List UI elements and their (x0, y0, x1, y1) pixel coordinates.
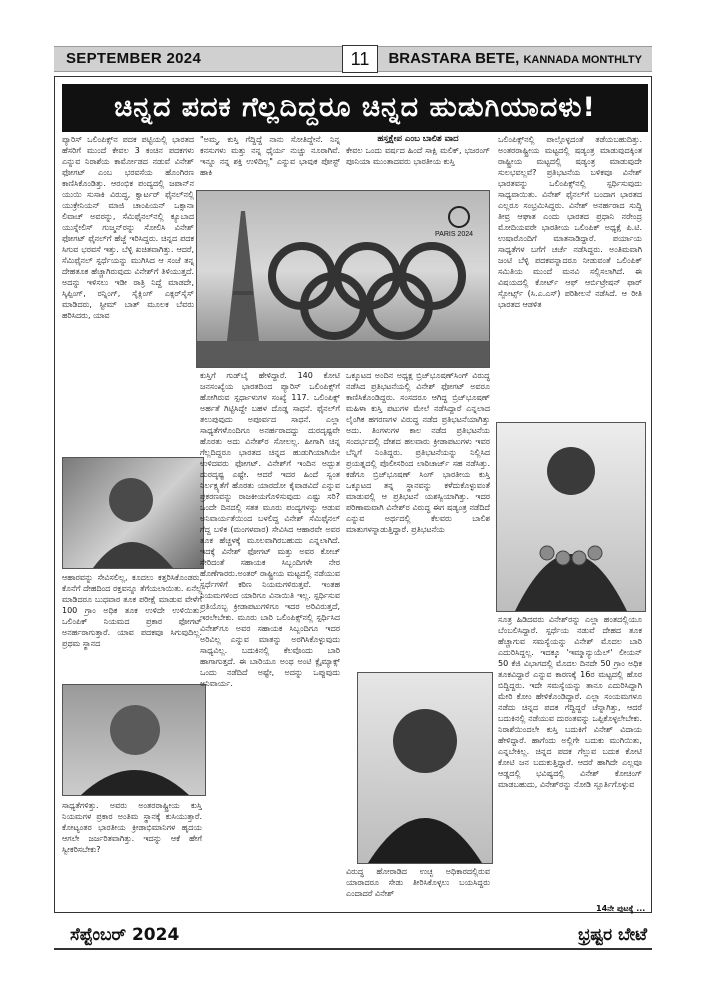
column-text: ಒಲಿಂಪಿಕ್ಸ್‌ನಲ್ಲಿ ಪಾಲ್ಗೊಳ್ಳದಂತೆ ತಡೆಯಬಹುದಿತ್ತು. ಅಂತರರಾಷ್ಟ್ರೀಯ ಮಟ್ಟದಲ್ಲಿ ಷಡ್ಯಂತ್ರ ಮಾಡುವುದಕ್ಕಿಂತ ರಾಷ್ಟ್ರೀಯ ಮಟ್ಟದಲ್ಲಿ ಷಡ್ಯಂತ್ರ ಮಾಡುವುದೇ ಸುಲಭವಲ್ಲವೆ? ಪ್ರತಿಭಟನೆಯ ಬಳಿಕವೂ ವಿನೇಶ್ ಭಾರತವನ್ನು ಒಲಿಂಪಿಕ್ಸ್‌ನಲ್ಲಿ ಸ್ಪರ್ಧಿಸುವುದು ಸಾಧ್ಯವಾಯಿತು. ವಿನೇಶ್ ಫೈನಲ್‌ಗೆ ಬಂದಾಗ ಭಾರತದ ಎಲ್ಲರೂ ಸಂಭ್ರಮಿಸಿದ್ದರು. ವಿನೇಶ್ ಅನರ್ಹರಾದ ಸುದ್ದಿ ತೀವ್ರ ಆಘಾತ ಎಂದು ಭಾರತದ ಪ್ರಧಾನಿ ನರೇಂದ್ರ ಮೋದಿಯವರೇ ಭಾರತೀಯ ಒಲಿಂಪಿಕ್ ಅಧ್ಯಕ್ಷೆ ಪಿ.ಟಿ. ಉಷಾರೊಂದಿಗೆ ಮಾತನಾಡಿದ್ದಾರೆ. ಪರ್ಯಾಯ ಸಾಧ್ಯತೆಗಳ ಬಗೆಗೆ ಚರ್ಚೆ ನಡೆಸಿದ್ದರು. ಅಂತಿಮವಾಗಿ ಜಂಟಿ ಬೆಳ್ಳಿ ಪದಕವನ್ನಾದರೂ ನೀಡುವಂತೆ ಒಲಿಂಪಿಕ್ ಸಮಿತಿಯ ಮುಂದೆ ಮನವಿ ಸಲ್ಲಿಸಲಾಗಿದೆ. ಈ ವಿಷಯದಲ್ಲಿ ಕೋರ್ಟ್ ಆಫ್ ಆರ್ಬಿಟ್ರೇಷನ್ ಫಾರ್ ಸ್ಪೋರ್ಟ್ಸ್ (ಸಿ.ಎ.ಎಸ್) ಪರಿಶೀಲನೆ ನಡೆಸಿದೆ. ಆ ರೀತಿ ಭಾರತದ ಆಡಳಿತ (498, 135, 642, 309)
column-3-subheading: ಹಸ್ತಕ್ಷೇಪ ಎಂಬ ಬಾಲಿಶ ವಾದ (377, 134, 459, 144)
column-text: ಸೂತ್ರ ಹಿಡಿದವರು ವಿನೇಶ್‌ರನ್ನು ಎಲ್ಲಾ ಹಂತದಲ್ಲಿಯೂ ಬೆಂಬಲಿಸಿದ್ದಾರೆ. ಸ್ಪರ್ಧೆಯ ನಡುವೆ ದೇಹದ ತೂಕ ಹೆಚ್ಚಾಗುವ ಸಮಸ್ಯೆಯನ್ನು ವಿನೇಶ್ ಮೊದಲ ಬಾರಿ ಎದುರಿಸಿದ್ದಲ್ಲ. ಇದಕ್ಕೂ 'ಇಮ್ಮಾನ್ಯುಯೆಲ್' ಲೀಯನ್ 50 ಕೆಜಿ ವಿಭಾಗದಲ್ಲಿ ಮೊದಲ ದಿನದೇ 50 ಗ್ರಾಂ ಅಧಿಕ ತೂಕವಿದ್ದಾರೆ ಎನ್ನುವ ಕಾರಣಕ್ಕೆ 16ರ ಮಟ್ಟದಲ್ಲಿ ಹೊರ ಬಿದ್ದಿದ್ದರು. ಇದೇ ಸಮಸ್ಯೆಯನ್ನು ತಾನೂ ಎದುರಿಸಿದ್ದಾಗಿ ಮೇರಿ ಕೋಂ ಹೇಳಿಕೊಂಡಿದ್ದಾರೆ. ಎಲ್ಲಾ ಸಂಯಮಗಳೂ ನಡೆದು ಚಿನ್ನದ ಪದಕ ಗೆದ್ದಿದ್ದರೆ ಚೆನ್ನಾಗಿತ್ತು, ಆದರೆ ಬದುಕಿನಲ್ಲಿ ನಡೆಯುವ ದುರಂತವನ್ನು ಒಪ್ಪಿಕೊಳ್ಳಲೇಬೇಕು. ನಿರಾಶೆಯಿಂದಲೇ ಕುಸ್ತಿ ಬದುಕಿಗೆ ವಿನೇಶ್ ವಿದಾಯ ಹೇಳಿದ್ದಾರೆ. ಹಾಗೆಂದು ಅಲ್ಲಿಗೇ ಬದುಕು ಮುಗಿಯಿತು, ಎನ್ನಬೇಕಿಲ್ಲ. ಚಿನ್ನದ ಪದಕ ಗೆಲ್ಲುವ ಬದುಕ ಕೋಟಿ ಕೋಟಿ ಜನ ಬದುಕುತ್ತಿದ್ದಾರೆ. ಆದರೆ ಹಾಗಿದೇ ಎಲ್ಲವೂ ಆಡ್ಡದಲ್ಲಿ ಭವಿಷ್ಯದಲ್ಲಿ ವಿನೇಶ್ ಕೋಚಿಂಗ್ ಮಾಡಬಹುದು, ವಿನೇಶ್‌ರನ್ನು ನೋಡಿ ಸ್ಪೂರ್ತಿಗೊಳ್ಳುವ (498, 615, 642, 789)
person-photo-icon (63, 685, 205, 795)
paris-2024-logo-text: PARIS 2024 (435, 231, 474, 238)
column-text: ಕೇವಲ ಒಂದು ವರ್ಷದ ಹಿಂದೆ ಸಾಕ್ಷಿ ಮಲಿಕ್, ಭಜರಂಗ್ ಪೂನಿಯಾ ಮುಂತಾದವರು ಭಾರತೀಯ ಕುಸ್ತಿ (346, 146, 490, 166)
column-3-main (346, 370, 490, 668)
photo-brij-bhushan-singh (357, 672, 493, 864)
column-1-bottom (62, 800, 202, 900)
column-text: "ಅಮ್ಮ, ಕುಸ್ತಿ ಗೆದ್ದಿದ್ದೆ ನಾನು ಸೋತಿದ್ದೇನೆ. ನಿನ್ನ ಕನಸುಗಳು ಮತ್ತು ನನ್ನ ಧೈರ್ಯ ನುಚ್ಚು ನೂರಾಗಿವೆ. ಇನ್ನೂ ನನ್ನ ಶಕ್ತಿ ಉಳಿದಿಲ್ಲ" ಎನ್ನುವ ಭಾವುಕ ಪೋಸ್ಟ್ ಹಾಕಿ (200, 135, 340, 177)
header-publication: BRASTARA BETE, KANNADA MONTHLTY (388, 50, 642, 67)
page-header (54, 46, 652, 72)
headline: ಚಿನ್ನದ ಪದಕ ಗೆಲ್ಲದಿದ್ದರೂ ಚಿನ್ನದ ಹುಡುಗಿಯಾದಳು! (114, 92, 596, 123)
footer-date: ಸೆಪ್ಟೆಂಬರ್ 2024 (70, 925, 180, 945)
column-1-mid (62, 572, 202, 680)
column-text: ಆಹಾರವನ್ನು ಸೇವಿಸಲಿಲ್ಲ, ಕೂದಲು ಕತ್ತರಿಸಿಕೊಂಡರು, ಕೊನೆಗೆ ದೇಹದಿಂದ ರಕ್ತವನ್ನೂ ತೆಗೆಯಲಾಯಿತು. ಏನೆಲ್ಲ ಮಾಡಿದರೂ ಬುಧವಾರ ತೂಕ ಪರೀಕ್ಷೆ ಮಾಡುವ ವೇಳೆಗೆ 100 ಗ್ರಾಂ ಅಧಿಕ ತೂಕ ಉಳಿದೇ ಉಳಿಯಿತು. ಒಲಿಂಪಿಕ್ ನಿಯಮದ ಪ್ರಕಾರ ಫೋಗಟ್ ಅನರ್ಹರಾಗುತ್ತಾರೆ. ಯಾವ ಪದಕವೂ ಸಿಗುವುದಿಲ್ಲ. ಪ್ರಥಮ ಸ್ಥಾನದ (62, 573, 202, 648)
header-date: SEPTEMBER 2024 (66, 50, 202, 67)
eiffel-tower-olympic-rings-icon (197, 191, 489, 367)
person-photo-icon (63, 458, 203, 568)
page-number: 11 (342, 45, 378, 73)
photo-vinesh-phogat (62, 457, 204, 569)
column-text: ಪ್ಯಾರಿಸ್ ಒಲಿಂಪಿಕ್ಸ್‌ನ ಪದಕ ಪಟ್ಟಿಯಲ್ಲಿ ಭಾರತದ ಹೆಸರಿಗೆ ಮುಂದೆ ಕೇವಲ 3 ಕಂಚಿನ ಪದಕಗಳು ಎನ್ನುವ ನಿರಾಶೆಯ ಕಾರ್ಮೋಡದ ನಡುವೆ ವಿನೇಶ್ ಫೋಗಟ್ ಎಂಬ ಭರವಸೆಯ ಹೊಂಗಿರಣ ಕಾಣಿಸಿಕೊಂಡಿತ್ತು. ಆರಂಭಿಕ ಪಂದ್ಯದಲ್ಲಿ ಜಪಾನ್‌ನ ಯುಯಿ ಸುಸಾಕಿ ವಿರುದ್ಧ, ಕ್ವಾರ್ಟರ್ ಫೈನಲ್‌ನಲ್ಲಿ ಯುಕ್ರೇನಿಯನ್ ಮಾಜಿ ಚಾಂಪಿಯನ್ ಒಕ್ಸಾನಾ ಲಿವಾಚ್ ಅವರನ್ನು, ಸೆಮಿಫೈನಲ್‌ನಲ್ಲಿ ಕ್ಯೂಬಾದ ಯುಸ್ನೇಲಿಸ್ ಗುಜ್ಮನ್‌ರನ್ನು ಸೋಲಿಸಿ ವಿನೇಶ್ ಫೋಗಟ್ ಫೈನಲ್‌ಗೆ ಹೆಜ್ಜೆ ಇರಿಸಿದ್ದರು. ಚಿನ್ನದ ಪದಕ ಸಿಗುವ ಭರವಸೆ ಇತ್ತು. ಬೆಳ್ಳಿ ಖಚಿತವಾಗಿತ್ತು. ಆದರೆ, ಸೆಮಿಫೈನಲ್ ಸ್ಪರ್ಧೆಯನ್ನು ಮುಗಿಸಿದ ಆ ಸಂಜೆ ತನ್ನ ದೇಹತೂಕ ಹೆಚ್ಚಾಗಿರುವುದು ವಿನೇಶ್‌ಗೆ ತಿಳಿಯುತ್ತದೆ. ಅದನ್ನು ಇಳಿಸಲು ಇಡೀ ರಾತ್ರಿ ನಿದ್ದೆ ಮಾಡದೇ, ಸ್ಕಿಪ್ಪಿಂಗ್, ರನ್ನಿಂಗ್, ಸೈಕ್ಲಿಂಗ್ ಎಕ್ಸರ್‌ಸೈಸ್ ಮಾಡಿದರು, ಸ್ಟೀಮ್ ಬಾತ್ ಮೂಲಕ ಬೆವರು ಹರಿಸಿದರು, ಯಾವ (62, 135, 194, 320)
continued-note: 14ನೇ ಪುಟಕ್ಕೆ ... (596, 904, 646, 913)
column-text: ಸಾಧ್ಯತೆಗಳಿತ್ತು. ಅವರು ಅಂತರರಾಷ್ಟ್ರೀಯ ಕುಸ್ತಿ ನಿಯಮಗಳ ಪ್ರಕಾರ ಅಂತಿಮ ಸ್ಥಾನಕ್ಕೆ ಕುಸಿಯುತ್ತಾರೆ. ಕೋಟ್ಯಂತರ ಭಾರತೀಯ ಕ್ರೀಡಾಭಿಮಾನಿಗಳ ಹೃದಯ ಆಗಲೇ ಜರ್ಜರಿತವಾಗಿತ್ತು. ಇದನ್ನು ಆಕೆ ಹೇಗೆ ಸ್ವೀಕರಿಸಬೇಕು? (62, 801, 202, 854)
column-2-top (200, 134, 340, 186)
photo-rahul-gandhi (62, 684, 206, 796)
footer-publication: ಭ್ರಷ್ಟರ ಬೇಟೆ (577, 925, 647, 945)
person-with-medals-icon (497, 423, 645, 611)
photo-pt-usha (496, 422, 646, 612)
column-3-bottom (346, 866, 490, 900)
column-4-top (498, 134, 642, 418)
column-3-top (346, 134, 490, 186)
column-text: ವಿರುದ್ಧ ಹೋರಾಡಿದ ಉಚ್ಛ ಅಧಿಕಾರದಲ್ಲಿರುವ ಯಾರಾದರೂ ಸೇಡು ತೀರಿಸಿಕೊಳ್ಳಲು ಬಯಸಿದ್ದರು ಎಂದಾದರೆ ವಿನೇಶ್ (346, 867, 490, 898)
column-text: ಒಕ್ಕೂಟದ ಅಂದಿನ ಅಧ್ಯಕ್ಷ ಬ್ರಿಜ್‌ಭೂಷಣ್‌ಸಿಂಗ್ ವಿರುದ್ಧ ನಡೆಸಿದ ಪ್ರತಿಭಟನೆಯಲ್ಲಿ ವಿನೇಶ್ ಫೋಗಟ್ ಅವರೂ ಕಾಣಿಸಿಕೊಂಡಿದ್ದರು. ಸಂಸದರೂ ಆಗಿದ್ದ ಬ್ರಿಜ್‌ಭೂಷಣ್ ಮಹಿಳಾ ಕುಸ್ತಿ ಪಟುಗಳ ಮೇಲೆ ನಡೆಸಿದ್ದಾರೆ ಎನ್ನಲಾದ ಲೈಂಗಿಕ ಹಗರಣಗಳ ವಿರುದ್ಧ ನಡೆದ ಪ್ರತಿಭಟನೆಯಾಗಿತ್ತು ಅದು. ತಿಂಗಳುಗಳ ಕಾಲ ನಡೆದ ಪ್ರತಿಭಟನೆಯ ಸಂದರ್ಭದಲ್ಲಿ ದೇಶದ ಹಲವಾರು ಕ್ರೀಡಾಪಟುಗಳು ಇವರ ಬೆನ್ನಿಗೆ ನಿಂತಿದ್ದರು. ಪ್ರತಿಭಟನೆಯನ್ನು ನಿಲ್ಲಿಸಿದ ಪ್ರಯತ್ನದಲ್ಲಿ ಪೊಲೀಸರಿಂದ ಲಾಠಿಚಾರ್ಜ್ ಸಹ ನಡೆಸಿತ್ತು. ಕಡೆಗೂ ಬ್ರಿಜ್‌ಭೂಷಣ್ ಸಿಂಗ್ ಭಾರತೀಯ ಕುಸ್ತಿ ಒಕ್ಕೂಟದ ತನ್ನ ಸ್ಥಾನವನ್ನು ಕಳೆದುಕೊಳ್ಳುವಂತೆ ಮಾಡುವಲ್ಲಿ ಆ ಪ್ರತಿಭಟನೆ ಯಶಸ್ವಿಯಾಗಿತ್ತು. ಇದರ ಪರಿಣಾಮವಾಗಿ ವಿನೇಶ್‌ರ ವಿರುದ್ಧ ಈಗ ಷಡ್ಯಂತ್ರ ನಡೆದಿದೆ ಎನ್ನುವ ಅರ್ಥದಲ್ಲಿ ಕೆಲವರು ಬಾಲಿಶ ಮಾತುಗಳನ್ನಾಡುತ್ತಿದ್ದಾರೆ. ಪ್ರತಿಭಟನೆಯ (346, 371, 490, 534)
column-text: ಕುಸ್ತಿಗೆ ಗುಡ್‌ಬೈ ಹೇಳಿದ್ದಾರೆ. 140 ಕೋಟಿ ಜನಸಂಖ್ಯೆಯ ಭಾರತದಿಂದ ಪ್ಯಾರಿಸ್ ಒಲಿಂಪಿಕ್ಸ್‌ಗೆ ಹೋಗಿರುವ ಸ್ಪರ್ಧಾಳುಗಳ ಸಂಖ್ಯೆ 117. ಒಲಿಂಪಿಕ್ಸ್ ಅರ್ಹತೆ ಗಿಟ್ಟಿಸಿದ್ದೇ ಬಹಳ ದೊಡ್ಡ ಸಾಧನೆ. ಫೈನಲ್‌ಗೆ ತಲುಪುವುದು ಅಪೂರ್ವದ ಸಾಧನೆ. ಎಲ್ಲಾ ಸಾಧ್ಯತೆಗಳೊಂದಿಗೂ ಅನರ್ಹರಾದದ್ದು ದುರದೃಷ್ಟವೇ ಹೊರತು ಅದು ವಿನೇಶ್‌ರ ಸೋಲಲ್ಲ. ಹೀಗಾಗಿ ಚಿನ್ನ ಗೆಲ್ಲದಿದ್ದರೂ ಭಾರತದ ಚಿನ್ನದ ಹುಡುಗಿಯಾಗಿಯೇ ಉಳಿದವರು ಫೋಗಟ್. ವಿನೇಶ್‌ಗೆ ಇಂದಿನ ಅದ್ಭುತ ದುರದೃಷ್ಟ ಎಷ್ಟೇ. ಆದರೆ ಇದರ ಹಿಂದೆ ಸ್ವಂತ ನಿರ್ಲಕ್ಷ್ಯತೆಗೆ ಹೊರತು ಯಾರದೋ ಕೈವಾಡವಿದೆ ಎನ್ನುವ ಪ್ರಕರಣವನ್ನು ರಾಜಕೀಯಗೊಳಿಸುವುದು ಎಷ್ಟು ಸರಿ? ಒಂದೇ ದಿನದಲ್ಲಿ ಸತತ ಮೂರು ಪಂದ್ಯಗಳನ್ನು ಆಡುವ ಅನಿವಾರ್ಯತೆಯಿಂದ ಬಳಲಿದ್ದ ವಿನೇಶ್ ಸೆಮಿಫೈನಲ್ ಗೆದ್ದ ಬಳಿಕ (ಮಂಗಳವಾರ) ಸೇವಿಸಿದ ಆಹಾರವೇ ಅವರ ತೂಕ ಹೆಚ್ಚಳಕ್ಕೆ ಮೂಲವಾಗಿರಬಹುದು ಎನ್ನಲಾಗಿದೆ. ಇದಕ್ಕೆ ವಿನೇಶ್ ಫೋಗಟ್ ಮತ್ತು ಅವರ ಕೋಚ್ ಸೇರಿದಂತೆ ಸಹಾಯಕ ಸಿಬ್ಬಂದಿಗಳೇ ನೇರ ಹೊಣೆಗಾರರು.ಅಂತರ್ ರಾಷ್ಟ್ರೀಯ ಮಟ್ಟದಲ್ಲಿ ನಡೆಯುವ ಸ್ಪರ್ಧೆಗಳಿಗೆ ಕಠಿಣ ನಿಯಮಗಳಿರುತ್ತವೆ. ಇಂತಹ ನಿಯಮಗಳಿಂದ ಯಾರಿಗೂ ವಿನಾಯಿತಿ ಇಲ್ಲ. ಸ್ಪರ್ಧಿಸುವ ಪ್ರತಿಯೊಬ್ಬ ಕ್ರೀಡಾಪಟುಗಳಿಗೂ ಇದರ ಅರಿವಿರುತ್ತದೆ, ಇರಲೇಬೇಕು. ಮೂರು ಬಾರಿ ಒಲಿಂಪಿಕ್ಸ್‌ನಲ್ಲಿ ಸ್ಪರ್ಧಿಸಿದ ವಿನೇಶ್‌ಗೂ ಅವರ ಸಹಾಯಕ ಸಿಬ್ಬಂದಿಗೂ ಇದರ ಅರಿವಿಲ್ಲ ಎನ್ನುವ ಮಾತನ್ನು ಅರಗಿಸಿಕೊಳ್ಳುವುದು ಸಾಧ್ಯವಿಲ್ಲ. ಬದುಕಿನಲ್ಲಿ ಕೆಲವೊಂದು ಬಾರಿ ಹಾಗಾಗುತ್ತದೆ. ಈ ಬಾರಿಯೂ ಅಂಥ ಅಂಟಿ ಕ್ಲೈಮ್ಯಾಕ್ಸ್ ಒಂದು ನಡೆದಿದೆ ಅಷ್ಟೇ, ಅದನ್ನು ಒಪ್ಪುವುದು ಅನಿವಾರ್ಯ. (200, 371, 340, 688)
column-4-bottom (498, 614, 642, 898)
column-1-top (62, 134, 194, 454)
person-photo-icon (358, 673, 492, 863)
footer-divider (54, 948, 652, 950)
column-2-main (200, 370, 340, 900)
headline-banner (62, 84, 648, 132)
photo-olympic-rings-eiffel (196, 190, 490, 368)
